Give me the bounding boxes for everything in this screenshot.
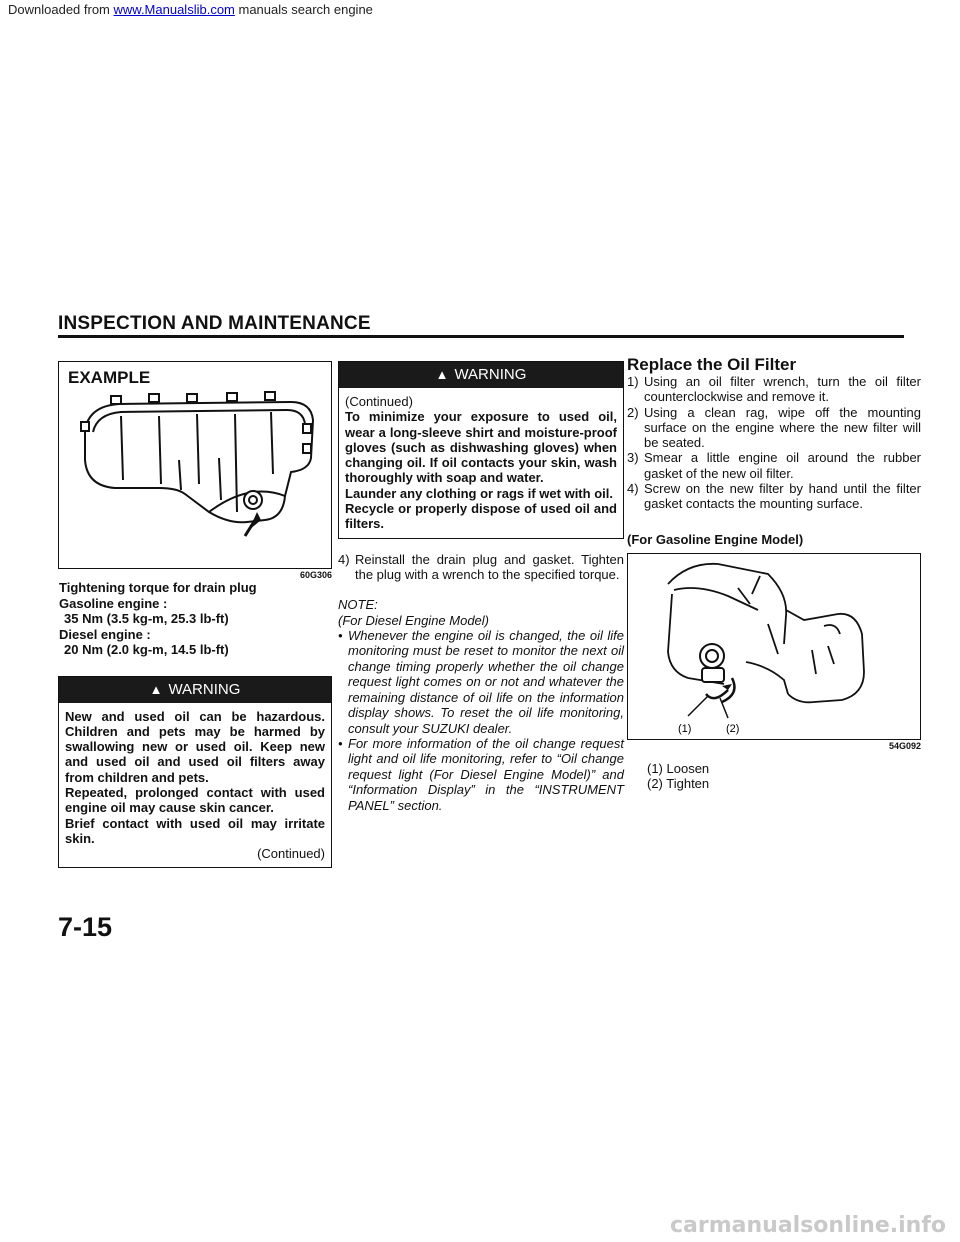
column-left [58, 361, 332, 868]
section-title: Replace the Oil Filter [627, 355, 797, 374]
step-4 [627, 481, 921, 512]
banner-suffix: manuals search engine [234, 2, 373, 17]
step-2 [627, 405, 921, 451]
torque-title: Tightening torque for drain plug [59, 580, 257, 595]
note-bullet-text: Whenever the engine oil is changed, the oil life monitoring must be reset to monitor the next oil change timing properly whether the oil change request light comes on or not and whatever the remaining distance of oil life on the information display shows. To reset the oil life monitoring, consult your SUZUKI dealer. [348, 628, 624, 736]
gasoline-value: 35 Nm (3.5 kg-m, 25.3 lb-ft) [64, 611, 229, 626]
oil-filter-figure [627, 553, 921, 740]
manualslib-link[interactable]: www.Manualslib.com [113, 2, 235, 17]
diesel-value: 20 Nm (2.0 kg-m, 14.5 lb-ft) [64, 642, 229, 657]
note-bullet [338, 628, 624, 736]
warning-body [59, 703, 331, 868]
warning-body [339, 388, 623, 538]
column-right [627, 355, 921, 791]
warning-title: WARNING [168, 680, 241, 698]
note-block [338, 597, 624, 813]
warning-box-1 [58, 676, 332, 869]
warning-title: WARNING [454, 366, 527, 383]
page-number: 7-15 [58, 912, 113, 942]
figure-label: EXAMPLE [68, 368, 151, 387]
torque-spec [59, 580, 332, 658]
warning-header [339, 362, 623, 388]
step-number: 4) [627, 481, 639, 497]
column-middle [338, 361, 624, 813]
figure-legend [647, 761, 921, 791]
legend-tighten: (2) Tighten [647, 775, 710, 791]
download-banner [8, 2, 373, 17]
step-number: 4) [338, 551, 350, 567]
callout-1: (1) [678, 722, 692, 735]
warning-paragraph: Recycle or properly dispose of used oil and filters. [345, 501, 617, 532]
step-text: Smear a little engine oil around the rubber gasket of the new oil filter. [644, 450, 921, 481]
gasoline-label: Gasoline engine : [59, 595, 168, 611]
callout-2: (2) [726, 722, 740, 735]
warning-triangle-icon: ▲ [149, 681, 163, 697]
section-header: INSPECTION AND MAINTENANCE [58, 313, 371, 334]
note-bullet [338, 736, 624, 813]
warning-paragraph: Brief contact with used oil may irritate skin. [65, 815, 325, 846]
bullet-icon: • [338, 628, 343, 644]
step-3 [627, 450, 921, 481]
note-bullet-text: For more information of the oil change request light and oil life monitoring, refer to “Oil change request light (For Diesel Engine Model)” and “Information Display” in the “INSTRUMENT PANEL” section. [348, 735, 624, 813]
bullet-icon: • [338, 735, 343, 751]
warning-triangle-icon: ▲ [435, 367, 449, 382]
continued-label: (Continued) [345, 394, 413, 409]
step-text: Screw on the new filter by hand until the filter gasket contacts the mounting surface. [644, 481, 921, 512]
step-text: Using an oil filter wrench, turn the oil filter counterclockwise and remove it. [644, 374, 921, 405]
figure-code: 60G306 [299, 570, 332, 580]
step-1 [627, 374, 921, 405]
diesel-label: Diesel engine : [59, 626, 151, 642]
oil-filter-illustration [628, 554, 920, 737]
figure-code: 54G092 [888, 740, 921, 751]
step-text: Using a clean rag, wipe off the mounting surface on the engine where the new filter will be seated. [644, 404, 921, 451]
note-label: NOTE: [338, 597, 378, 613]
oil-filter-steps [627, 374, 921, 512]
warning-paragraph: Repeated, prolonged contact with used engine oil may cause skin cancer. [65, 784, 325, 816]
step-4 [338, 552, 624, 583]
step-number: 1) [627, 374, 639, 389]
step-number: 2) [627, 404, 639, 420]
watermark: carmanualsonline.info [670, 1213, 946, 1238]
oil-pan-figure [58, 361, 332, 569]
banner-prefix: Downloaded from [8, 2, 114, 17]
oil-pan-illustration [59, 362, 331, 566]
warning-header [59, 677, 331, 703]
step-number: 3) [627, 450, 639, 466]
step-text: Reinstall the drain plug and gasket. Tighten the plug with a wrench to the specified torque. [355, 551, 624, 582]
note-model: (For Diesel Engine Model) [338, 612, 490, 628]
warning-paragraph: To minimize your exposure to used oil, wear a long-sleeve shirt and moisture-proof gloves (such as dishwashing gloves) when changing oil. If oil contacts your skin, wash thoroughly with soap and water. [345, 409, 617, 486]
warning-paragraph: Launder any clothing or rags if wet with oil. [345, 485, 613, 501]
model-subheading: (For Gasoline Engine Model) [627, 531, 804, 547]
legend-loosen: (1) Loosen [647, 760, 710, 776]
warning-box-2 [338, 361, 624, 539]
warning-paragraph: New and used oil can be hazardous. Children and pets may be harmed by swallowing new or used oil. Keep new and used oil and used oil filters away from children and pets. [65, 708, 325, 785]
continued-label: (Continued) [257, 846, 325, 862]
header-rule [58, 335, 904, 338]
